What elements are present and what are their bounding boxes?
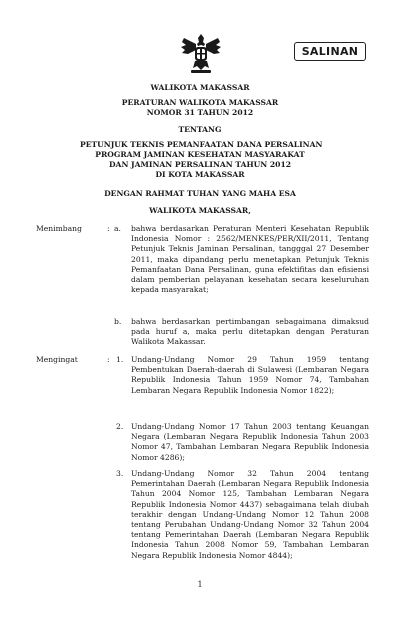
mengingat-label: Mengingat [36,355,78,364]
menimbang-label: Menimbang [36,224,82,233]
garuda-emblem-icon [180,30,222,76]
menimbang-item-marker: b. [114,317,122,326]
salinan-stamp: SALINAN [294,42,366,61]
page-number: 1 [197,580,203,589]
menimbang-item-marker: a. [114,224,121,233]
subject-line-4: DI KOTA MAKASSAR [155,170,245,179]
mengingat-item-text: Undang-Undang Nomor 17 Tahun 2003 tentang Keuangan Negara (Lembaran Negara Republik Indonesia Tahun 2003 Nomor 47, Tambahan Lembaran Negara Republik Indonesia Nomor 4286); [131,422,369,462]
mengingat-item-marker: 2. [116,422,124,431]
issuer-title: WALIKOTA MAKASSAR [150,83,250,92]
regulation-number: NOMOR 31 TAHUN 2012 [146,108,254,117]
regulation-title: PERATURAN WALIKOTA MAKASSAR [121,98,279,107]
menimbang-item-text: bahwa berdasarkan pertimbangan sebagaimana dimaksud pada huruf a, maka perlu ditetapkan dengan Peraturan Walikota Makassar. [131,317,369,347]
tentang-heading: TENTANG [178,125,222,134]
menimbang-colon: : [107,224,110,233]
issuer-signature-title: WALIKOTA MAKASSAR, [149,206,251,215]
mengingat-item-text: Undang-Undang Nomor 29 Tahun 1959 tentang Pembentukan Daerah-daerah di Sulawesi (Lembaran Negara Republik Indonesia Tahun 1959 Nomor 74, Tambahan Lembaran Negara Republik Indonesia Nomor 1822); [131,355,369,395]
subject-line-2: PROGRAM JAMINAN KESEHATAN MASYARAKAT [95,150,305,159]
mengingat-item-marker: 3. [116,469,124,478]
menimbang-item-text: bahwa berdasarkan Peraturan Menteri Kesehatan Republik Indonesia Nomor : 2562/MENKES/PER/XII/2011, Tentang Petunjuk Teknis Jaminan Persalinan, tangggal 27 Desember 2011, maka dipandang perlu menetapkan Petunjuk Teknis Pemanfaatan Dana Persalinan, guna efektifitas dan efisiensi dalam pemberian pelayanan kesehatan secara keseluruhan kepada masyarakat; [131,224,369,295]
mengingat-colon: : [107,355,110,364]
subject-line-3: DAN JAMINAN PERSALINAN TAHUN 2012 [108,160,292,169]
mengingat-item-text: Undang-Undang Nomor 32 Tahun 2004 tentang Pemerintahan Daerah (Lembaran Negara Republik Indonesia Tahun 2004 Nomor 125, Tambahan Lembaran Negara Republik Indonesia Nomor 4437) sebagaimana telah diubah terakhir dengan Undang-Undang Nomor 12 Tahun 2008 tentang Perubahan Undang-Undang Nomor 32 Tahun 2004 tentang Pemerintahan Daerah (Lembaran Negara Republik Indonesia Tahun 2008 Nomor 59, Tambahan Lembaran Negara Republik Indonesia Nomor 4844); [131,469,369,560]
invocation: DENGAN RAHMAT TUHAN YANG MAHA ESA [104,189,296,198]
mengingat-item-marker: 1. [116,355,124,364]
subject-line-1: PETUNJUK TEKNIS PEMANFAATAN DANA PERSALINAN [80,140,323,149]
